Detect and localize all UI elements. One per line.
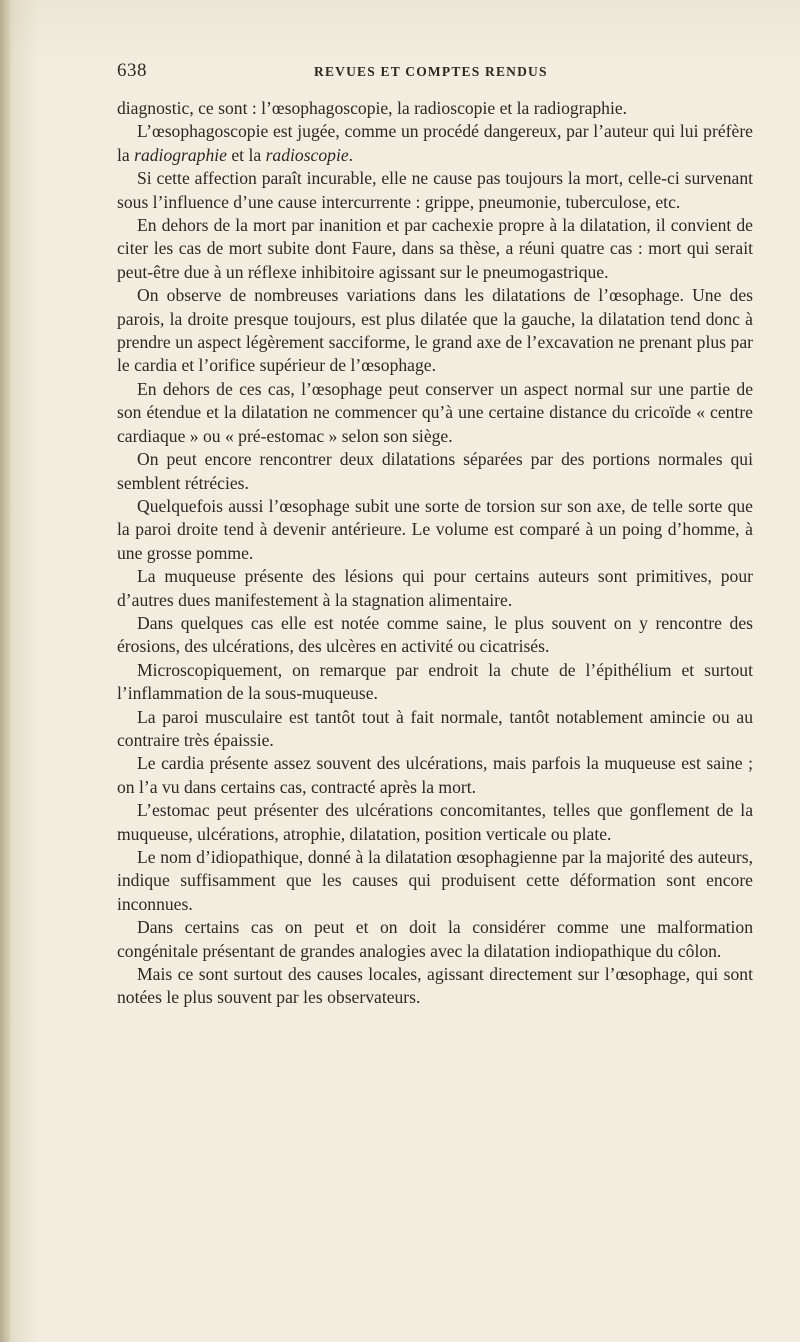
paragraph — [117, 120, 753, 167]
paragraph: L’estomac peut présenter des ulcérations concomitantes, telles que gonflement de la muqueuse, ulcérations, atrophie, dilatation, position verticale ou plate. — [117, 800, 753, 844]
paragraph: En dehors de ces cas, l’œsophage peut conserver un aspect normal sur une partie de son étendue et la dilatation ne commencer qu’à une certaine distance du cricoïde « centre cardiaque » ou « pré-estomac » selon son siège. — [117, 378, 753, 446]
text-run: L’œsophagoscopie est jugée, comme un procédé dangereux, par l’auteur qui lui préfère la — [117, 121, 753, 165]
paragraph: On observe de nombreuses variations dans les dilatations de l’œsophage. Une des parois, la droite presque toujours, est plus dilatée que la gauche, la dilatation tend donc à prendre un aspect légèrement sacciforme, le grand axe de l’excavation ne prenant plus par le cardia et l’orifice supérieur de l’œsophage. — [117, 285, 753, 376]
page-number: 638 — [117, 60, 147, 81]
paragraph-continued: diagnostic, ce sont : l’œsophagoscopie, la radioscopie et la radiographie. — [117, 98, 628, 118]
running-title: REVUES ET COMPTES RENDUS — [314, 64, 548, 79]
paragraph: Le cardia présente assez souvent des ulcérations, mais parfois la muqueuse est saine ; on l’a vu dans certains cas, contracté après la mort. — [117, 753, 753, 797]
body-text — [117, 97, 753, 1010]
emphasis-radiographie: radiographie — [134, 144, 227, 165]
paragraph: La muqueuse présente des lésions qui pour certains auteurs sont primitives, pour d’autres dues manifestement à la stagnation alimentaire. — [117, 566, 753, 610]
page-header — [117, 60, 767, 86]
paragraph: Microscopiquement, on remarque par endroit la chute de l’épithélium et surtout l’inflammation de la sous-muqueuse. — [117, 659, 753, 704]
paragraph: La paroi musculaire est tantôt tout à fait normale, tantôt notablement amincie ou au contraire très épaissie. — [117, 706, 753, 750]
paragraph: En dehors de la mort par inanition et par cachexie propre à la dilatation, il convient de citer les cas de mort subite dont Faure, dans sa thèse, a réuni quatre cas : mort qui serait peut-être due à un réflexe inhibitoire agissant sur le pneumogastrique. — [117, 215, 753, 282]
paragraph: Quelquefois aussi l’œsophage subit une sorte de torsion sur son axe, de telle sorte que la paroi droite tend à devenir antérieure. Le volume est comparé à un poing d’homme, à une grosse pomme. — [117, 495, 753, 563]
paragraph: Si cette affection paraît incurable, elle ne cause pas toujours la mort, celle-ci survenant sous l’influence d’une cause intercurrente : grippe, pneumonie, tuberculose, etc. — [117, 168, 753, 212]
text-run: . — [348, 144, 354, 165]
paragraph: Dans quelques cas elle est notée comme saine, le plus souvent on y rencontre des érosions, des ulcérations, des ulcères en activité ou cicatrisés. — [117, 612, 753, 657]
paragraph: Dans certains cas on peut et on doit la considérer comme une malformation congénitale présentant de grandes analogies avec la dilatation indiopathique du côlon. — [117, 917, 753, 961]
paragraph: Le nom d’idiopathique, donné à la dilatation œsophagienne par la majorité des auteurs, indique suffisamment que les causes qui produisent cette déformation sont encore inconnues. — [117, 847, 753, 914]
page-binding-edge — [0, 0, 10, 1342]
paragraph: On peut encore rencontrer deux dilatations séparées par des portions normales qui semblent rétrécies. — [117, 449, 753, 493]
paragraph: Mais ce sont surtout des causes locales, agissant directement sur l’œsophage, qui sont notées le plus souvent par les observateurs. — [117, 964, 753, 1008]
emphasis-radioscopie: radioscopie — [265, 144, 349, 165]
text-run: et la — [226, 144, 266, 165]
